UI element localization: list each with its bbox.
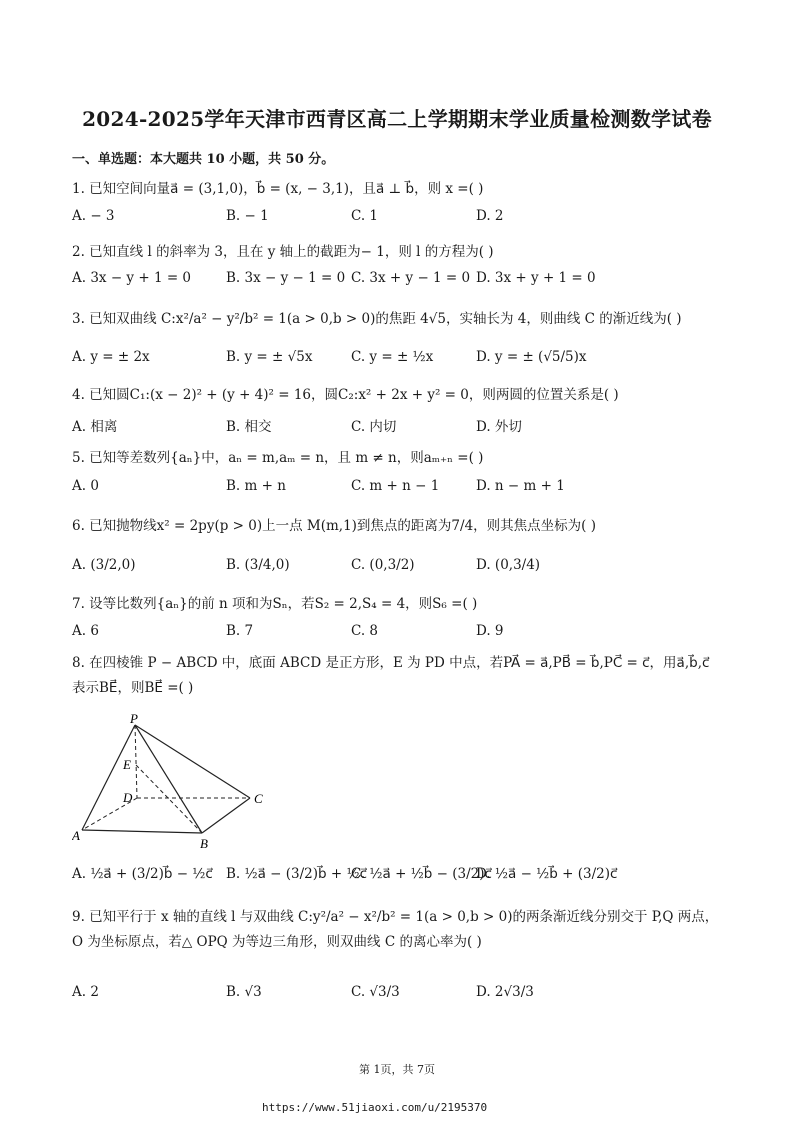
pyramid-figure [72, 712, 272, 852]
option-b: B. 7 [226, 623, 254, 639]
question-8: 8. 在四棱锥 P − ABCD 中，底面 ABCD 是正方形，E 为 PD 中点，若PA⃗ = a⃗,PB⃗ = b⃗,PC⃗ = c⃗，用a⃗,b⃗,c⃗表示BE⃗，则BE⃗ =( ) [72, 655, 710, 696]
option-c: C. ½a⃗ + ½b⃗ − (3/2)c⃗ [351, 866, 492, 882]
label-b: B [200, 836, 208, 851]
question-9: 9. 已知平行于 x 轴的直线 l 与双曲线 C:y²/a² − x²/b² = 1(a > 0,b > 0)的两条渐近线分别交于 P,Q 两点，O 为坐标原点，若△ OPQ 为等边三角形，则双曲线 C 的离心率为( ) [72, 909, 719, 950]
question-2: 2. 已知直线 l 的斜率为 3，且在 y 轴上的截距为− 1，则 l 的方程为( ) [72, 244, 494, 260]
label-e: E [123, 757, 131, 772]
option-c: C. 内切 [351, 419, 397, 435]
edge-bc [202, 798, 250, 833]
option-d: D. n − m + 1 [476, 478, 565, 494]
question-4: 4. 已知圆C₁:(x − 2)² + (y + 4)² = 16，圆C₂:x² + 2x + y² = 0，则两圆的位置关系是( ) [72, 387, 619, 403]
option-a: A. 3x − y + 1 = 0 [72, 270, 192, 286]
option-c: C. 3x + y − 1 = 0 [351, 270, 471, 286]
question-9-options [72, 984, 722, 1008]
question-3-options [72, 349, 722, 373]
option-b: B. 3x − y − 1 = 0 [226, 270, 346, 286]
option-a: A. (3/2,0) [72, 557, 136, 573]
option-c: C. 8 [351, 623, 379, 639]
question-1: 1. 已知空间向量a⃗ = (3,1,0)，b⃗ = (x, − 3,1)，且a⃗ ⊥ b⃗，则 x =( ) [72, 181, 484, 197]
option-a: A. 2 [72, 984, 99, 1000]
segment-be [136, 765, 202, 833]
label-c: C [254, 791, 263, 806]
option-d: D. 2 [476, 208, 504, 224]
option-d: D. 3x + y + 1 = 0 [476, 270, 596, 286]
option-a: A. ½a⃗ + (3/2)b⃗ − ½c⃗ [72, 866, 213, 882]
page-title: 2024-2025学年天津市西青区高二上学期期末学业质量检测数学试卷 [82, 107, 712, 131]
option-c: C. (0,3/2) [351, 557, 415, 573]
edge-pd [135, 725, 137, 798]
option-d: D. 9 [476, 623, 504, 639]
option-c: C. m + n − 1 [351, 478, 440, 494]
edge-pc [135, 725, 250, 798]
edge-ab [82, 830, 202, 833]
option-d: D. (0,3/4) [476, 557, 541, 573]
edge-pb [135, 725, 202, 833]
option-b: B. (3/4,0) [226, 557, 290, 573]
section-heading: 一、单选题：本大题共 10 小题，共 50 分。 [72, 152, 335, 167]
question-7: 7. 设等比数列{aₙ}的前 n 项和为Sₙ，若S₂ = 2,S₄ = 4，则S₆ =( ) [72, 596, 478, 612]
watermark-url: https://www.51jiaoxi.com/u/2195370 [262, 1101, 488, 1114]
edge-pa [82, 725, 135, 830]
question-4-options [72, 415, 722, 439]
question-8-options [72, 866, 722, 890]
option-b: B. 相交 [226, 419, 272, 435]
option-d: D. 2√3/3 [476, 984, 534, 1000]
option-a: A. 6 [72, 623, 99, 639]
option-c: C. 1 [351, 208, 379, 224]
option-b: B. y = ± √5x [226, 349, 313, 365]
option-b: B. √3 [226, 984, 262, 1000]
question-1-options [72, 208, 722, 232]
option-a: A. y = ± 2x [72, 349, 150, 365]
question-6: 6. 已知抛物线x² = 2py(p > 0)上一点 M(m,1)到焦点的距离为7/4，则其焦点坐标为( ) [72, 518, 596, 534]
question-5: 5. 已知等差数列{aₙ}中，aₙ = m,aₘ = n，且 m ≠ n，则aₘ₊ₙ =( ) [72, 450, 484, 466]
option-a: A. − 3 [72, 208, 115, 224]
option-d: D. y = ± (√5/5)x [476, 349, 587, 365]
option-b: B. ½a⃗ − (3/2)b⃗ + ½c⃗ [226, 866, 367, 882]
page-footer: 第 1页，共 7页 [359, 1063, 435, 1076]
question-2-options [72, 270, 722, 294]
option-c: C. √3/3 [351, 984, 400, 1000]
option-b: B. m + n [226, 478, 286, 494]
question-6-options [72, 557, 722, 581]
option-c: C. y = ± ½x [351, 349, 434, 365]
option-b: B. − 1 [226, 208, 269, 224]
label-p: P [130, 712, 138, 726]
question-3: 3. 已知双曲线 C:x²/a² − y²/b² = 1(a > 0,b > 0)的焦距 4√5，实轴长为 4，则曲线 C 的渐近线为( ) [72, 311, 682, 327]
option-d: D. 外切 [476, 419, 522, 435]
label-d: D [123, 790, 133, 805]
option-a: A. 0 [72, 478, 99, 494]
option-a: A. 相离 [72, 419, 118, 435]
question-5-options [72, 478, 722, 502]
question-7-options [72, 623, 722, 647]
option-d: D. ½a⃗ − ½b⃗ + (3/2)c⃗ [476, 866, 618, 882]
label-a: A [72, 828, 80, 843]
